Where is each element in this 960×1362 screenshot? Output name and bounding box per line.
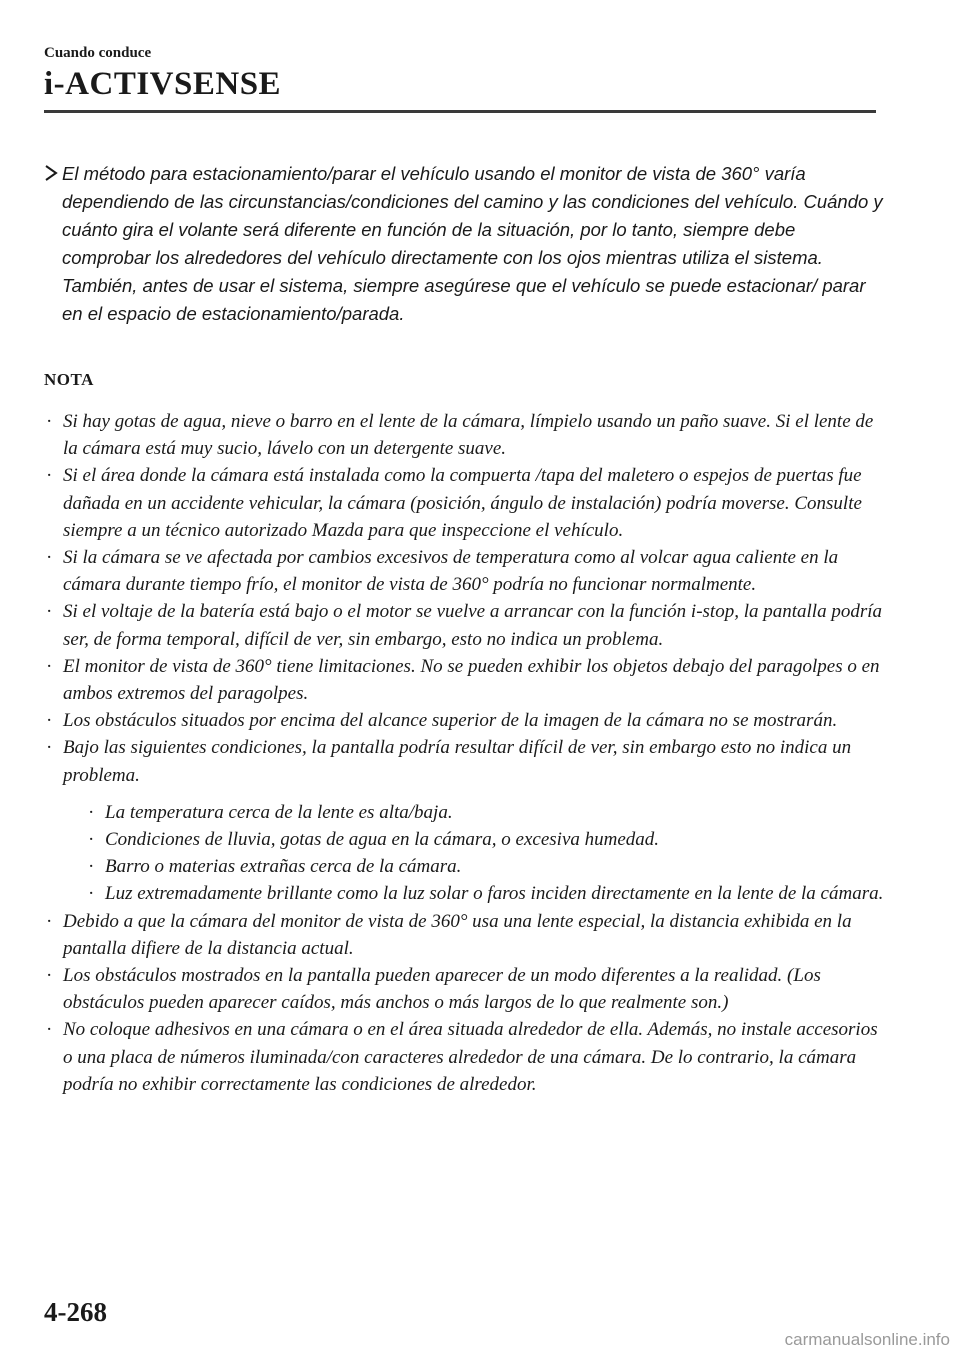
- bullet-icon: ·: [46, 1019, 53, 1041]
- warning-text: [62, 160, 884, 328]
- sub-list-item: · Luz extremadamente brillante como la luz solar o faros inciden directamente en la lente de la cámara.: [63, 880, 884, 907]
- watermark: carmanualsonline.info: [784, 1330, 950, 1349]
- list-item: · Debido a que la cámara del monitor de vista de 360° usa una lente especial, la distancia exhibida en la pantalla difiere de la distancia actual.: [44, 908, 884, 962]
- list-item: · Los obstáculos situados por encima del alcance superior de la imagen de la cámara no se mostrarán.: [44, 707, 884, 734]
- bullet-icon: ·: [46, 965, 53, 987]
- page-number: 4-268: [44, 1297, 107, 1327]
- sub-list-item: · Barro o materias extrañas cerca de la cámara.: [63, 853, 884, 880]
- arrow-bullet-icon: [44, 160, 62, 188]
- bullet-icon: ·: [46, 465, 53, 487]
- bullet-icon: ·: [88, 883, 95, 905]
- bullet-icon: ·: [46, 601, 53, 623]
- bullet-icon: ·: [46, 710, 53, 732]
- sub-list: [63, 799, 884, 908]
- note-title: NOTA: [44, 370, 94, 389]
- list-item: · Si el voltaje de la batería está bajo o el motor se vuelve a arrancar con la función i-stop, la pantalla podría ser, de forma temporal, difícil de ver, sin embargo, esto no indica un problema.: [44, 598, 884, 652]
- bullet-icon: ·: [46, 737, 53, 759]
- warning-paragraph: El método para estacionamiento/parar el vehículo usando el monitor de vista de 360° varía dependiendo de las circunstancias/condiciones del camino y las condiciones del vehículo. Cuándo y cuánto gira el volante será diferente en función de la situación, por lo tanto, siempre debe comprobar los alrededores del vehículo directamente con los ojos mientras utiliza el sistema.: [62, 163, 883, 268]
- bullet-icon: ·: [46, 411, 53, 432]
- list-item: · No coloque adhesivos en una cámara o en el área situada alrededor de ella. Además, no instale accesorios o una placa de números iluminada/con caracteres alrededor de una cámara. De lo contrario, la cámara podría no exhibir correctamente las condiciones de alrededor.: [44, 1016, 884, 1098]
- section-title: i-ACTIVSENSE: [44, 66, 282, 102]
- note-block: [44, 370, 884, 1098]
- header-divider: [44, 110, 876, 113]
- list-item: · Si la cámara se ve afectada por cambios excesivos de temperatura como al volcar agua caliente en la cámara durante tiempo frío, el monitor de vista de 360° podría no funcionar normalmente.: [44, 544, 884, 598]
- warning-paragraph: También, antes de usar el sistema, siempre asegúrese que el vehículo se puede estacionar/ parar en el espacio de estacionamiento/parada.: [62, 275, 866, 324]
- list-item: · El monitor de vista de 360° tiene limitaciones. No se pueden exhibir los objetos debajo del paragolpes o en ambos extremos del paragolpes.: [44, 653, 884, 707]
- bullet-icon: ·: [46, 910, 53, 932]
- warning-block: [44, 160, 884, 328]
- bullet-icon: ·: [88, 829, 95, 851]
- list-item: · Bajo las siguientes condiciones, la pantalla podría resultar difícil de ver, sin embargo esto no indica un problema. · La temperatura cerca de la lente es alta/baja. · Condiciones de lluvia, gotas de agua en la cámara, o excesiva humedad. · Barro o materias extrañas cerca de la cámara. · Luz extremadamente brillante como la luz solar o faros inciden directamente en la lente de la cámara.: [44, 734, 884, 907]
- list-item: · Si el área donde la cámara está instalada como la compuerta /tapa del maletero o espejos de puertas fue dañada en un accidente vehicular, la cámara (posición, ángulo de instalación) podría moverse. Consulte siempre a un técnico autorizado Mazda para que inspeccione el vehículo.: [44, 462, 884, 544]
- section-label: Cuando conduce: [44, 45, 152, 61]
- bullet-icon: ·: [88, 856, 95, 878]
- bullet-icon: ·: [46, 655, 53, 677]
- bullet-icon: ·: [88, 801, 95, 823]
- sub-list-item: · La temperatura cerca de la lente es alta/baja.: [63, 799, 884, 826]
- bullet-icon: ·: [46, 547, 53, 569]
- list-item: · Los obstáculos mostrados en la pantalla pueden aparecer de un modo diferentes a la realidad. (Los obstáculos pueden aparecer caídos, más anchos o más largos de lo que realmente son.): [44, 962, 884, 1016]
- note-list: [44, 408, 884, 1098]
- sub-list-item: · Condiciones de lluvia, gotas de agua en la cámara, o excesiva humedad.: [63, 826, 884, 853]
- page-header: [44, 44, 281, 104]
- list-item: · Si hay gotas de agua, nieve o barro en el lente de la cámara, límpielo usando un paño suave. Si el lente de la cámara está muy sucio, lávelo con un detergente suave.: [44, 408, 884, 462]
